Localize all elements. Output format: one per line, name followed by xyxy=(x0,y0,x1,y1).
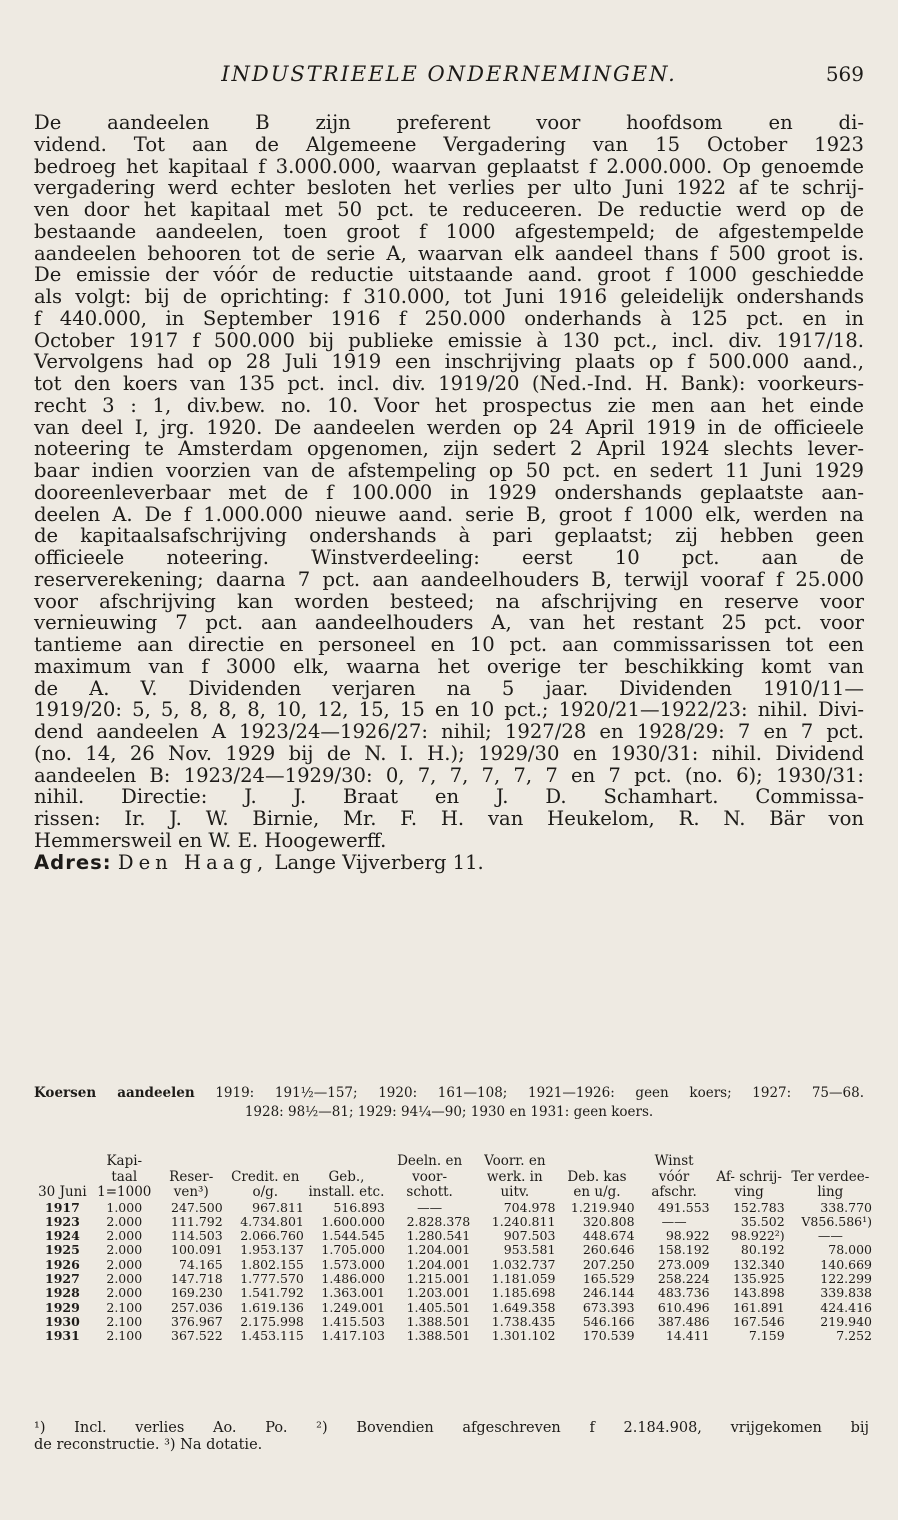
table-cell: 338.770 xyxy=(820,1199,872,1215)
table-cell: 516.893 xyxy=(333,1199,386,1215)
body-line: vergadering werd echter besloten het verlies per ulto Juni 1922 af te schrij- xyxy=(34,176,864,200)
page-header xyxy=(0,62,898,92)
table-cell: 387.486 xyxy=(657,1313,710,1329)
table-cell: 1927 xyxy=(45,1270,80,1286)
table-cell: 1.388.501 xyxy=(406,1313,471,1329)
table-cell: 4.734.801 xyxy=(240,1213,304,1229)
table-cell: 339.838 xyxy=(820,1285,872,1301)
table-cell: 2.828.378 xyxy=(406,1213,471,1229)
body-line: rissen: Ir. J. W. Birnie, Mr. F. H. van Heukelom, R. N. Bär von xyxy=(34,807,864,830)
body-line: dend aandeelen A 1923/24—1926/27: nihil; 1927/28 en 1928/29: 7 en 7 pct. xyxy=(34,720,864,743)
table-cell: 1.301.102 xyxy=(491,1328,556,1344)
body-line: aandeelen B: 1923/24—1929/30: 0, 7, 7, 7, 7, 7 en 7 pct. (no. 6); 1930/31: xyxy=(34,763,864,787)
table-body xyxy=(34,1201,874,1344)
table-cell: 257.036 xyxy=(171,1299,223,1315)
table-cell: 78.000 xyxy=(828,1242,872,1258)
table-cell: 100.091 xyxy=(171,1242,223,1258)
table-cell: 546.166 xyxy=(582,1313,635,1329)
body-line: vidend. Tot aan de Algemeene Vergadering van 15 October 1923 xyxy=(34,132,864,156)
table-cell: 1.600.000 xyxy=(321,1213,386,1229)
table-cell: 2.000 xyxy=(106,1270,143,1286)
table-cell: 424.416 xyxy=(820,1299,872,1315)
table-cell: 247.500 xyxy=(171,1199,223,1215)
table-cell: 1.204.001 xyxy=(406,1256,471,1272)
table-cell: 1.215.001 xyxy=(406,1270,471,1286)
table-cell: 35.502 xyxy=(740,1213,785,1229)
page-number: 569 xyxy=(825,62,864,86)
footnotes xyxy=(34,1420,869,1454)
table-row xyxy=(34,1301,874,1315)
table-cell: 2.100 xyxy=(106,1299,143,1315)
table-cell: 1.219.940 xyxy=(570,1199,635,1215)
table-cell: 14.411 xyxy=(665,1328,710,1344)
table-cell: 1.802.155 xyxy=(240,1256,304,1272)
table-cell: 161.891 xyxy=(732,1299,785,1315)
column-header: Winst vóór afschr. xyxy=(651,1153,697,1200)
column-header: Geb., install. etc. xyxy=(308,1168,385,1200)
table-cell: 169.230 xyxy=(171,1285,223,1301)
table-cell: 367.522 xyxy=(171,1328,223,1344)
table-cell: 1926 xyxy=(45,1256,80,1272)
table-cell: 1.249.001 xyxy=(321,1299,386,1315)
table-cell: 260.646 xyxy=(582,1242,635,1258)
table-cell: 704.978 xyxy=(503,1199,556,1215)
column-header: 30 Juni xyxy=(38,1184,87,1200)
body-line: f 440.000, in September 1916 f 250.000 onderhands à 125 pct. en in xyxy=(34,306,864,330)
table-cell: 80.192 xyxy=(740,1242,785,1258)
share-prices xyxy=(34,1084,864,1122)
table-cell: 1.738.435 xyxy=(491,1313,556,1329)
column-header: Reser- ven³) xyxy=(169,1168,214,1200)
table-row xyxy=(34,1258,874,1272)
body-line: dooreenleverbaar met de f 100.000 in 1929 ondershands geplaatste aan- xyxy=(34,480,864,504)
table-row xyxy=(34,1201,874,1215)
body-line: de A. V. Dividenden verjaren na 5 jaar. Dividenden 1910/11— xyxy=(34,676,864,700)
table-cell: 135.925 xyxy=(732,1270,785,1286)
table-cell: 953.581 xyxy=(503,1242,556,1258)
table-cell: 320.808 xyxy=(582,1213,635,1229)
body-line: de kapitaalsafschrijving ondershands à pari geplaatst; zij hebben geen xyxy=(34,524,864,548)
table-cell: 1.415.503 xyxy=(321,1313,386,1329)
table-cell: 158.192 xyxy=(657,1242,710,1258)
table-cell: —— xyxy=(661,1213,687,1229)
table-cell: 1.705.000 xyxy=(321,1242,386,1258)
address-label: Adres: xyxy=(34,850,112,874)
table-cell: 1931 xyxy=(45,1328,80,1344)
table-cell: 1.203.001 xyxy=(406,1285,471,1301)
table-cell: 1.185.698 xyxy=(491,1285,556,1301)
financial-table xyxy=(34,1154,874,1343)
column-header: Ter verdee- ling xyxy=(791,1168,870,1200)
column-header: Deeln. en voor- schott. xyxy=(397,1153,463,1200)
table-cell: V856.586¹) xyxy=(801,1213,872,1229)
address-city: Den Haag, xyxy=(117,850,269,874)
body-line: De aandeelen B zijn preferent voor hoofdsom en di- xyxy=(34,111,864,134)
table-cell: 1925 xyxy=(45,1242,80,1258)
column-header: Voorr. en werk. in uitv. xyxy=(484,1153,546,1200)
table-cell: 1928 xyxy=(45,1285,80,1301)
table-cell: 483.736 xyxy=(657,1285,710,1301)
table-cell: 7.252 xyxy=(836,1328,872,1344)
table-cell: 2.100 xyxy=(106,1313,143,1329)
table-cell: 2.175.998 xyxy=(240,1313,304,1329)
column-header: Af- schrij- ving xyxy=(716,1168,782,1200)
table-cell: 1.777.570 xyxy=(240,1270,304,1286)
body-line: tantieme aan directie en personeel en 10 pct. aan commissarissen tot een xyxy=(34,633,864,656)
table-row xyxy=(34,1243,874,1257)
share-prices-line-2: 1928: 98½—81; 1929: 94¼—90; 1930 en 1931: geen koers. xyxy=(244,1104,654,1120)
table-cell: 246.144 xyxy=(582,1285,635,1301)
table-cell: 1.204.001 xyxy=(406,1242,471,1258)
table-cell: 376.967 xyxy=(171,1313,223,1329)
body-line: Vervolgens had op 28 Juli 1919 een inschrijving plaats op f 500.000 aand., xyxy=(34,350,864,374)
table-cell: 448.674 xyxy=(582,1228,635,1244)
table-cell: 7.159 xyxy=(748,1328,785,1344)
body-line: als volgt: bij de oprichting: f 310.000, tot Juni 1916 geleidelijk ondershands xyxy=(34,285,864,308)
body-line: De emissie der vóór de reductie uitstaande aand. groot f 1000 geschiedde xyxy=(34,263,864,287)
table-cell: 1.363.001 xyxy=(321,1285,386,1301)
table-cell: 1929 xyxy=(45,1299,80,1315)
footnote-line: de reconstructie. ³) Na dotatie. xyxy=(34,1437,263,1453)
body-line: tot den koers van 135 pct. incl. div. 1919/20 (Ned.-Ind. H. Bank): voorkeurs- xyxy=(34,372,864,395)
share-prices-line xyxy=(34,1084,864,1103)
table-header-row xyxy=(34,1154,874,1201)
table-cell: 1.417.103 xyxy=(321,1328,386,1344)
running-title: INDUSTRIEELE ONDERNEMINGEN. xyxy=(221,62,677,86)
body-line: vernieuwing 7 pct. aan aandeelhouders A, van het restant 25 pct. voor xyxy=(34,611,864,635)
share-prices-label: Koersen aandeelen xyxy=(34,1085,195,1101)
table-cell: 1.573.000 xyxy=(321,1256,386,1272)
table-cell: 1.388.501 xyxy=(406,1328,471,1344)
table-cell: 1.405.501 xyxy=(406,1299,471,1315)
table-cell: 1.649.358 xyxy=(491,1299,556,1315)
table-cell: 114.503 xyxy=(171,1228,223,1244)
table-cell: 170.539 xyxy=(582,1328,635,1344)
table-cell: 98.922 xyxy=(665,1228,710,1244)
table-cell: 140.669 xyxy=(820,1256,872,1272)
table-cell: 491.553 xyxy=(657,1199,710,1215)
table-row xyxy=(34,1315,874,1329)
table-cell: 2.000 xyxy=(106,1213,143,1229)
table-cell: 258.224 xyxy=(657,1270,710,1286)
body-line: deelen A. De f 1.000.000 nieuwe aand. serie B, groot f 1000 elk, werden na xyxy=(34,502,864,526)
table-cell: 122.299 xyxy=(820,1270,872,1286)
table-cell: 1.000 xyxy=(106,1199,143,1215)
table-cell: 610.496 xyxy=(657,1299,710,1315)
table-cell: 2.000 xyxy=(106,1285,143,1301)
table-cell: 1924 xyxy=(45,1228,80,1244)
column-header: Deb. kas en u/g. xyxy=(567,1168,627,1200)
table-cell: 1917 xyxy=(45,1199,80,1215)
table-cell: 74.165 xyxy=(178,1256,223,1272)
table-cell: 1.541.792 xyxy=(240,1285,304,1301)
table-cell: 1.544.545 xyxy=(321,1228,386,1244)
table-cell: 1.619.136 xyxy=(240,1299,304,1315)
footnote-line: ¹) Incl. verlies Ao. Po. ²) Bovendien afgeschreven f 2.184.908, vrijgekomen bij xyxy=(34,1420,869,1436)
share-prices-values: 1919: 191½—157; 1920: 161—108; 1921—1926: geen koers; 1927: 75—68. xyxy=(215,1085,864,1101)
body-line: bestaande aandeelen, toen groot f 1000 afgestempeld; de afgestempelde xyxy=(34,219,864,243)
body-line: 1919/20: 5, 5, 8, 8, 8, 10, 12, 15, 15 en 10 pct.; 1920/21—1922/23: nihil. Divi- xyxy=(34,698,864,722)
table-cell: 273.009 xyxy=(657,1256,710,1272)
body-line: recht 3 : 1, div.bew. no. 10. Voor het prospectus zie men aan het einde xyxy=(34,393,864,417)
body-line: aandeelen behooren tot de serie A, waarvan elk aandeel thans f 500 groot is. xyxy=(34,241,864,265)
table-cell: 1923 xyxy=(45,1213,80,1229)
table-cell: 152.783 xyxy=(732,1199,785,1215)
table-cell: 147.718 xyxy=(171,1270,223,1286)
table-cell: 167.546 xyxy=(732,1313,785,1329)
table-cell: 1930 xyxy=(45,1313,80,1329)
table-cell: —— xyxy=(817,1228,843,1244)
table-cell: 165.529 xyxy=(582,1270,635,1286)
body-line: maximum van f 3000 elk, waarna het overige ter beschikking komt van xyxy=(34,654,864,678)
body-line: October 1917 f 500.000 bij publieke emissie à 130 pct., incl. div. 1917/18. xyxy=(34,328,864,352)
column-header: Kapi- taal 1=1000 xyxy=(97,1153,152,1200)
table-cell: 1.486.000 xyxy=(321,1270,386,1286)
body-text xyxy=(34,112,864,873)
address-line xyxy=(34,852,864,874)
table-cell: 2.000 xyxy=(106,1242,143,1258)
table-cell: 98.922²) xyxy=(731,1228,785,1244)
table-cell: 2.100 xyxy=(106,1328,143,1344)
table-cell: 1.953.137 xyxy=(240,1242,304,1258)
table-cell: —— xyxy=(417,1199,443,1215)
body-line: officieele noteering. Winstverdeeling: eerst 10 pct. aan de xyxy=(34,546,864,569)
body-line: nihil. Directie: J. J. Braat en J. D. Schamhart. Commissa- xyxy=(34,785,864,809)
table-cell: 132.340 xyxy=(732,1256,785,1272)
table-row xyxy=(34,1329,874,1343)
body-line: voor afschrijving kan worden besteed; na afschrijving en reserve voor xyxy=(34,589,864,613)
address-street: Lange Vijverberg 11. xyxy=(274,850,484,874)
table-row xyxy=(34,1272,874,1286)
table-cell: 111.792 xyxy=(171,1213,223,1229)
table-cell: 1.240.811 xyxy=(491,1213,556,1229)
table-row xyxy=(34,1229,874,1243)
table-cell: 673.393 xyxy=(582,1299,635,1315)
table-cell: 2.000 xyxy=(106,1228,143,1244)
body-line: baar indien voorzien van de afstempeling op 50 pct. en sedert 11 Juni 1929 xyxy=(34,459,864,482)
table-cell: 1.453.115 xyxy=(240,1328,304,1344)
body-line: ven door het kapitaal met 50 pct. te reduceeren. De reductie werd op de xyxy=(34,198,864,221)
table-cell: 1.032.737 xyxy=(491,1256,556,1272)
table-row xyxy=(34,1215,874,1229)
body-line: noteering te Amsterdam opgenomen, zijn sedert 2 April 1924 slechts lever- xyxy=(34,437,864,461)
body-line: bedroeg het kapitaal f 3.000.000, waarvan geplaatst f 2.000.000. Op genoemde xyxy=(34,154,864,178)
body-line: van deel I, jrg. 1920. De aandeelen werden op 24 April 1919 in de officieele xyxy=(34,415,864,439)
table-cell: 907.503 xyxy=(503,1228,556,1244)
body-line: reserverekening; daarna 7 pct. aan aandeelhouders B, terwijl vooraf f 25.000 xyxy=(34,567,864,591)
table-cell: 2.066.760 xyxy=(240,1228,304,1244)
column-header: Credit. en o/g. xyxy=(231,1168,300,1200)
table-cell: 1.280.541 xyxy=(406,1228,471,1244)
table-cell: 207.250 xyxy=(582,1256,635,1272)
body-line: (no. 14, 26 Nov. 1929 bij de N. I. H.); 1929/30 en 1930/31: nihil. Dividend xyxy=(34,741,864,765)
table-cell: 2.000 xyxy=(106,1256,143,1272)
table-cell: 219.940 xyxy=(820,1313,872,1329)
body-line: Hemmersweil en W. E. Hoogewerff. xyxy=(34,828,387,852)
table-row xyxy=(34,1286,874,1300)
table-cell: 967.811 xyxy=(252,1199,304,1215)
table-cell: 1.181.059 xyxy=(491,1270,556,1286)
table-cell: 143.898 xyxy=(732,1285,785,1301)
